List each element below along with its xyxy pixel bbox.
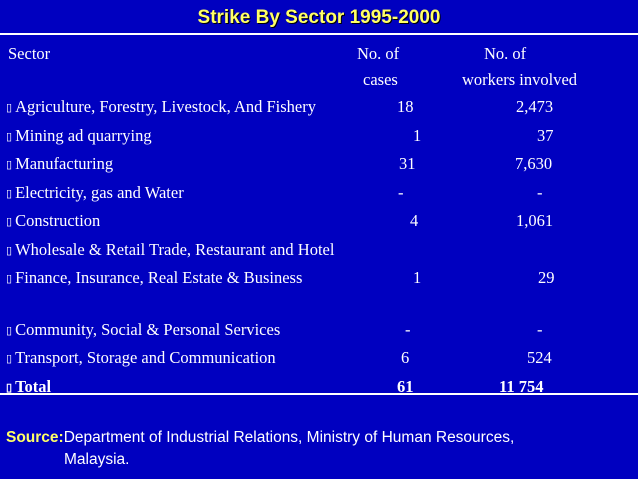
workers-value: 11 754: [499, 377, 544, 396]
header-workers-line1: No. of: [484, 44, 527, 63]
source-note: [6, 427, 626, 471]
workers-value: 2,473: [516, 97, 554, 116]
bullet-icon: ▯: [6, 245, 13, 257]
source-text-line2: Malaysia.: [64, 451, 130, 468]
cases-value: -: [398, 183, 404, 202]
header-sector: Sector: [8, 44, 51, 63]
sector-label: Transport, Storage and Communication: [15, 348, 276, 367]
workers-value: 524: [527, 348, 552, 367]
table-row-sector: [6, 348, 276, 370]
table-row-sector: [6, 154, 113, 176]
bullet-icon: ▯: [6, 325, 13, 337]
table-row-sector: [6, 126, 152, 148]
bullet-icon: ▯: [6, 159, 13, 171]
workers-value: -: [537, 183, 543, 202]
cases-value: 1: [413, 268, 422, 287]
table-row-sector: [6, 377, 51, 399]
bullet-icon: ▯: [6, 353, 13, 365]
table-row-sector: [6, 211, 100, 233]
source-text-line1: Department of Industrial Relations, Ministry of Human Resources,: [63, 429, 515, 446]
sector-label: Wholesale & Retail Trade, Restaurant and Hotel: [15, 240, 335, 259]
sector-label: Manufacturing: [15, 154, 114, 173]
header-top-rule: [0, 33, 638, 35]
workers-value: 29: [538, 268, 555, 287]
cases-value: 18: [397, 97, 414, 116]
sector-label: Agriculture, Forestry, Livestock, And Fishery: [15, 97, 316, 116]
sector-label: Electricity, gas and Water: [15, 183, 184, 202]
table-row-sector: [6, 97, 316, 119]
workers-value: 37: [537, 126, 554, 145]
workers-value: -: [537, 320, 543, 339]
table-row-sector: [6, 183, 184, 205]
bullet-icon: ▯: [6, 382, 13, 394]
sector-label: Finance, Insurance, Real Estate & Business: [15, 268, 303, 287]
table-row-sector: [6, 320, 280, 342]
sector-label: Community, Social & Personal Services: [15, 320, 281, 339]
workers-value: 1,061: [516, 211, 554, 230]
table-row-sector: [6, 268, 302, 290]
bullet-icon: ▯: [6, 131, 13, 143]
table-row-sector: [6, 240, 334, 262]
bullet-icon: ▯: [6, 216, 13, 228]
source-label: Source:: [6, 429, 64, 446]
cases-value: 4: [410, 211, 419, 230]
header-cases-line2: cases: [363, 70, 398, 89]
slide-title: Strike By Sector 1995-2000: [197, 7, 441, 28]
bullet-icon: ▯: [6, 102, 13, 114]
cases-value: 31: [399, 154, 416, 173]
cases-value: 6: [401, 348, 410, 367]
header-workers-line2: workers involved: [462, 70, 578, 89]
cases-value: 61: [397, 377, 414, 396]
bullet-icon: ▯: [6, 188, 13, 200]
cases-value: 1: [413, 126, 422, 145]
workers-value: 7,630: [515, 154, 553, 173]
cases-value: -: [405, 320, 411, 339]
sector-label: Mining ad quarrying: [15, 126, 152, 145]
bullet-icon: ▯: [6, 273, 13, 285]
sector-label: Total: [15, 377, 52, 396]
header-cases-line1: No. of: [357, 44, 400, 63]
sector-label: Construction: [15, 211, 101, 230]
